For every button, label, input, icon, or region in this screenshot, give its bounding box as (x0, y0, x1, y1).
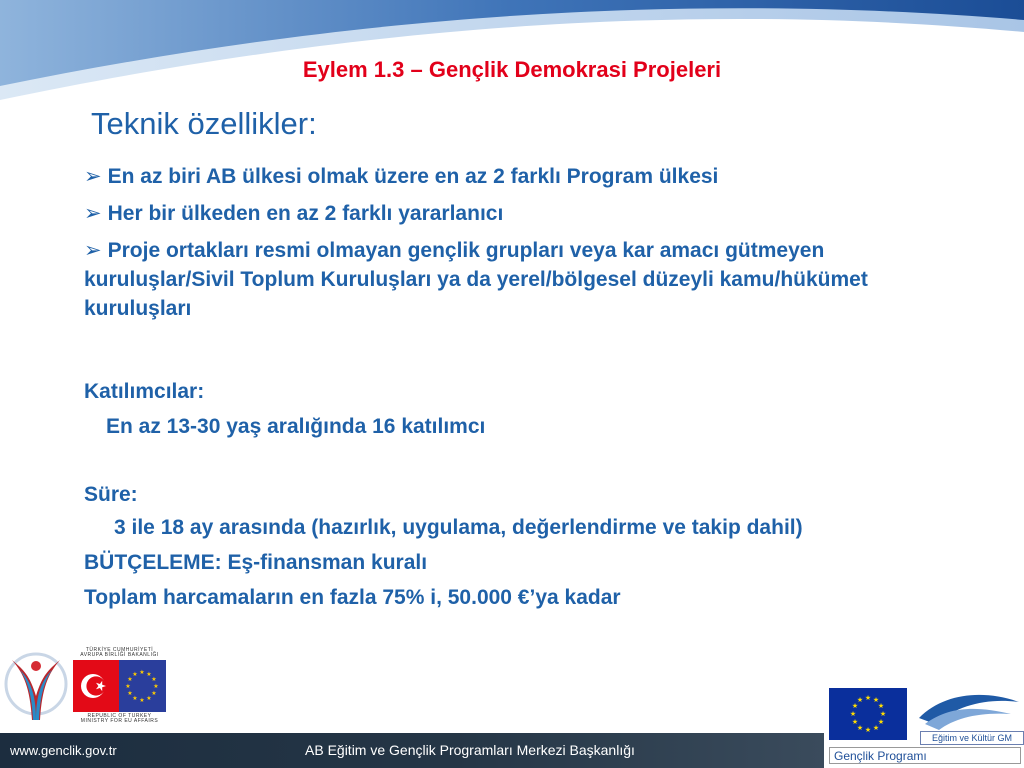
footer-bar (0, 733, 824, 768)
svg-text:★: ★ (856, 696, 864, 704)
flags-emblem (73, 660, 166, 712)
svg-text:★: ★ (864, 694, 872, 702)
svg-text:★: ★ (872, 696, 880, 704)
svg-text:★: ★ (151, 676, 157, 683)
duration-text: 3 ile 18 ay arasında (hazırlık, uygulama, değerlendirme ve takip dahil) (114, 516, 803, 539)
arrow-bullet-icon: ➢ (84, 165, 102, 188)
footer-website-link[interactable]: www.genclik.gov.tr (10, 743, 117, 758)
bullet-text: Her bir ülkeden en az 2 farklı yararlanıcı (107, 202, 504, 225)
svg-text:★: ★ (127, 676, 133, 683)
svg-text:★: ★ (877, 702, 885, 710)
svg-text:★: ★ (125, 683, 131, 690)
bullet-text: Proje ortakları resmi olmayan gençlik grupları veya kar amacı gütmeyen kuruluşlar/Sivil Toplum Kuruluşları ya da yerel/bölgesel düzeyli kamu/hükümet kuruluşları (84, 239, 868, 320)
svg-text:★: ★ (877, 718, 885, 726)
svg-text:★: ★ (132, 671, 138, 678)
svg-text:★: ★ (139, 697, 145, 704)
slide-content (84, 162, 964, 612)
svg-text:★: ★ (879, 710, 887, 718)
budget-text: Toplam harcamaların en fazla 75% i, 50.000 €’ya kadar (84, 586, 621, 609)
bullet-item-3 (84, 236, 964, 323)
svg-text:★: ★ (849, 710, 857, 718)
header-swoosh (0, 0, 1024, 110)
svg-text:★: ★ (139, 669, 145, 676)
turkish-flag-icon (73, 660, 119, 712)
svg-text:★: ★ (872, 724, 880, 732)
footer-organization-name: AB Eğitim ve Gençlik Programları Merkezi Başkanlığı (305, 742, 635, 758)
bullet-item-1 (84, 162, 964, 191)
section-subtitle: Teknik özellikler: (91, 106, 317, 141)
eu-flag-icon (119, 660, 166, 712)
budget-heading: BÜTÇELEME: Eş-finansman kuralı (84, 551, 428, 574)
svg-text:★: ★ (856, 724, 864, 732)
eu-affairs-ministry-logo (73, 648, 166, 730)
ministry-name-en: REPUBLIC OF TURKEY MINISTRY FOR EU AFFAIRS (80, 713, 159, 724)
svg-text:★: ★ (851, 702, 859, 710)
education-culture-label: Eğitim ve Kültür GM (920, 731, 1024, 745)
svg-text:★: ★ (127, 690, 133, 697)
participants-heading: Katılımcılar: (84, 380, 205, 403)
svg-text:★: ★ (864, 726, 872, 734)
duration-heading: Süre: (84, 483, 138, 506)
svg-text:★: ★ (153, 683, 159, 690)
youth-program-label: Gençlik Programı (829, 747, 1021, 764)
eu-flag-logo (829, 688, 907, 740)
youth-program-logo (2, 640, 70, 732)
svg-text:★: ★ (146, 695, 152, 702)
ministry-name-tr: TÜRKİYE CUMHURİYETİ AVRUPA BİRLİĞİ BAKANLIĞI (80, 647, 159, 658)
bullet-text: En az biri AB ülkesi olmak üzere en az 2 farklı Program ülkesi (107, 165, 719, 188)
svg-text:★: ★ (146, 671, 152, 678)
participants-text: En az 13-30 yaş aralığında 16 katılımcı (106, 415, 486, 438)
arrow-bullet-icon: ➢ (84, 239, 102, 262)
svg-text:★: ★ (151, 690, 157, 697)
arrow-bullet-icon: ➢ (84, 202, 102, 225)
bullet-item-2 (84, 199, 964, 228)
svg-text:★: ★ (132, 695, 138, 702)
slide-title: Eylem 1.3 – Gençlik Demokrasi Projeleri (302, 57, 722, 82)
svg-text:★: ★ (851, 718, 859, 726)
